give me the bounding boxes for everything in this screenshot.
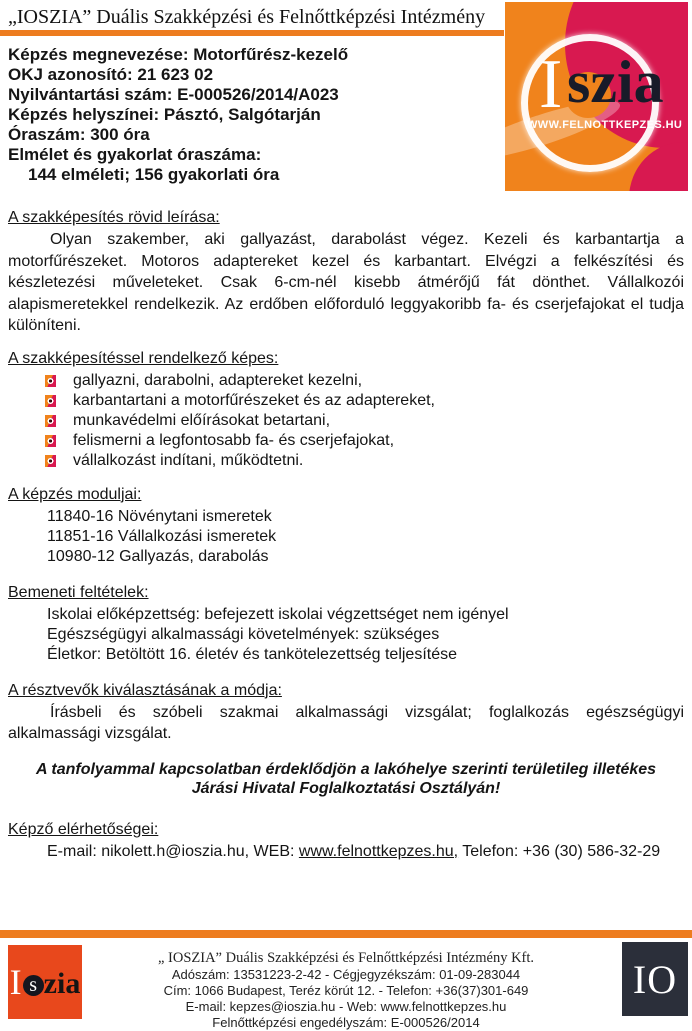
footer-email-line: E-mail: kepzes@ioszia.hu - Web: www.felnottkepzes.hu — [185, 999, 507, 1014]
header-divider — [0, 30, 504, 36]
modules-list — [0, 507, 692, 567]
section-heading-selection: A résztvevők kiválasztásának a módja: — [8, 681, 282, 699]
list-item — [0, 431, 692, 451]
footer-company-name: „ IOSZIA” Duális Szakképzési és Felnőttképzési Intézmény Kft. — [157, 950, 535, 966]
footer-address-line: Cím: 1066 Budapest, Teréz körút 12. - Telefon: +36(37)301-649 — [163, 983, 529, 998]
logo-bullet-icon — [45, 455, 56, 467]
list-item — [0, 451, 692, 471]
footer-logo-left — [8, 945, 82, 1019]
footer-logo-io — [622, 942, 688, 1016]
list-item — [0, 411, 692, 431]
logo-letters-szia: szia — [567, 49, 664, 115]
logo-bullet-icon — [45, 435, 56, 447]
section-heading-modules: A képzés moduljai: — [8, 485, 142, 503]
entry-list — [0, 605, 692, 665]
ioszia-logo — [505, 2, 688, 191]
module-item: 11851-16 Vállalkozási ismeretek — [47, 527, 277, 545]
logo-bullet-icon — [45, 375, 56, 387]
course-name: Képzés megnevezése: Motorfűrész-kezelő — [8, 45, 349, 64]
section-heading-skills: A szakképesítéssel rendelkező képes: — [8, 349, 279, 367]
skill-item-label: karbantartani a motorfűrészeket és az adaptereket, — [73, 391, 435, 409]
contact-line — [0, 841, 692, 862]
entry-item: Életkor: Betöltött 16. életév és tankötelezettség teljesítése — [47, 645, 458, 663]
footer-logo-io-letters: IO — [632, 956, 678, 1002]
entry-item: Iskolai előképzettség: befejezett iskolai végzettséget nem igényel — [47, 605, 509, 623]
course-hours-detail: 144 elméleti; 156 gyakorlati óra — [28, 165, 280, 184]
contact-prefix: E-mail: nikolett.h@ioszia.hu, WEB: — [47, 842, 299, 860]
skill-item-label: vállalkozást indítani, működtetni. — [73, 451, 304, 469]
footer-tax-line: Adószám: 13531223-2-42 - Cégjegyzékszám: 01-09-283044 — [171, 967, 521, 982]
footer-divider — [0, 930, 692, 938]
footer-logo-letter-i: I — [9, 962, 22, 1002]
course-hours-split-label: Elmélet és gyakorlat óraszáma: — [8, 145, 262, 164]
skill-item-label: munkavédelmi előírásokat betartani, — [73, 411, 331, 429]
contact-suffix: Telefon: +36 (30) 586-32-29 — [458, 842, 661, 860]
entry-item: Egészségügyi alkalmassági követelmények: szükséges — [47, 625, 440, 643]
logo-bullet-icon — [45, 395, 56, 407]
skill-item-label: gallyazni, darabolni, adaptereket kezelni, — [73, 371, 363, 389]
footer-contact-block — [96, 950, 596, 1031]
list-item — [0, 371, 692, 391]
course-okj-id: OKJ azonosító: 21 623 02 — [8, 65, 214, 84]
logo-letter-i: I — [539, 46, 563, 123]
page-title: „IOSZIA” Duális Szakképzési és Felnőttképzési Intézmény — [8, 6, 486, 28]
section-heading-entry: Bemeneti feltételek: — [8, 583, 149, 601]
list-item — [0, 391, 692, 411]
skill-item-label: felismerni a legfontosabb fa- és cserjefajokat, — [73, 431, 395, 449]
website-link[interactable]: www.felnottkepzes.hu, — [298, 842, 459, 860]
footer-logo-letter-s: s — [23, 975, 44, 996]
selection-paragraph: Írásbeli és szóbeli szakmai alkalmassági vizsgálat; foglalkozás egészségügyi alkalmassági vizsgálat. — [8, 703, 684, 742]
course-hours: Óraszám: 300 óra — [8, 125, 150, 144]
module-item: 11840-16 Növénytani ismeretek — [47, 507, 272, 525]
description-paragraph: Olyan szakember, aki gallyazást, darabolást végez. Kezeli és karbantartja a motorfűrészeket. Motoros adaptereket kezel és karbantart. Elvégzi a felkészítési és készletezési műveleteket. Csak 6-cm-nél kisebb átmérőjű fát dönthet. Vállalkozói alapismeretekkel rendelkezik. Az erdőben előforduló leggyakoribb fa- és cserjefajokat el tudja különíteni. — [8, 231, 684, 334]
course-registry-number: Nyilvántartási szám: E-000526/2014/A023 — [8, 85, 339, 104]
notice-text: A tanfolyammal kapcsolatban érdeklődjön a lakóhelye szerinti területileg illetékes Járási Hivatal Foglalkoztatási Osztályán! — [35, 760, 657, 797]
section-heading-contact: Képző elérhetőségei: — [8, 820, 159, 838]
skills-list — [0, 371, 692, 471]
module-item: 10980-12 Gallyazás, darabolás — [47, 547, 269, 565]
course-locations: Képzés helyszínei: Pásztó, Salgótarján — [8, 105, 321, 124]
section-heading-description: A szakképesítés rövid leírása: — [8, 209, 220, 226]
footer-license-line: Felnőttképzési engedélyszám: E-000526/2014 — [212, 1015, 480, 1030]
logo-bullet-icon — [45, 415, 56, 427]
footer-logo-letters-zia: zia — [43, 967, 81, 1000]
logo-url-text: WWW.FELNOTTKEPZES.HU — [527, 119, 683, 131]
